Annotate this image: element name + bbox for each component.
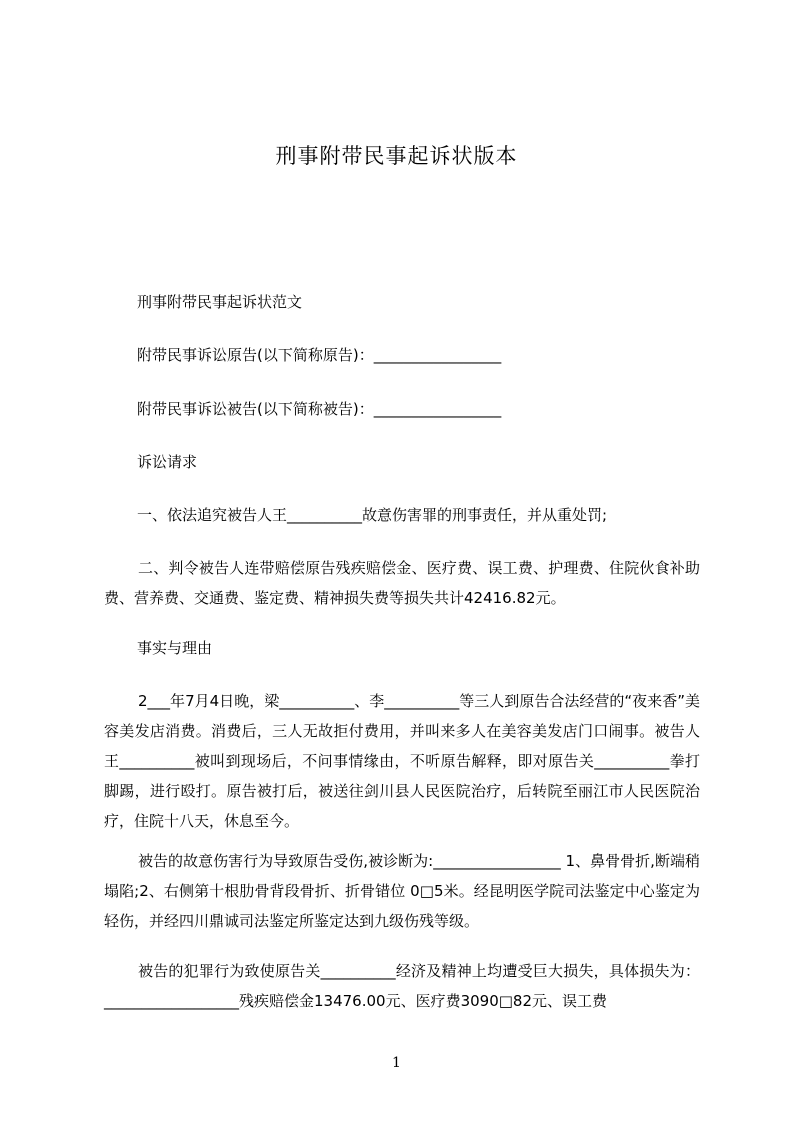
facts-paragraph-1: 2___年7月4日晚，梁__________、李__________等三人到原告合法经营的“夜来香”美容美发店消费。消费后，三人无故拒付费用，并叫来多人在美容美发店门口闹事。被告人王__________被叫到现场后，不问事情缘由，不听原告解释，即对原告关__________拳打脚踢，进行殴打。原告被打后，被送往剑川县人民医院治疗，后转院至丽江市人民医院治疗，住院十八天，休息至今。 (104, 692, 700, 830)
claim-2: 二、判令被告人连带赔偿原告残疾赔偿金、医疗费、误工费、护理费、住院伙食补助费、营养费、交通费、鉴定费、精神损失费等损失共计42416.82元。 (104, 559, 700, 607)
defendant-line: 附带民事诉讼被告(以下简称被告)：_________________ (137, 400, 502, 418)
document-title: 刑事附带民事起诉状版本 (275, 144, 518, 168)
facts-heading: 事实与理由 (137, 639, 213, 657)
page-number: 1 (392, 1055, 401, 1071)
claim-1: 一、依法追究被告人王__________故意伤害罪的刑事责任，并从重处罚; (137, 506, 608, 524)
plaintiff-line: 附带民事诉讼原告(以下简称原告)：_________________ (137, 346, 502, 364)
subtitle: 刑事附带民事起诉状范文 (137, 293, 303, 311)
facts-paragraph-2: 被告的故意伤害行为导致原告受伤,被诊断为:_________________ 1、鼻骨骨折,断端稍塌陷;2、右侧第十根肋骨背段骨折、折骨错位 0□5米。经昆明医学院司法鉴定中心鉴定为轻伤，并经四川鼎诚司法鉴定所鉴定达到九级伤残等级。 (104, 852, 700, 930)
facts-paragraph-3: 被告的犯罪行为致使原告关__________经济及精神上均遭受巨大损失，具体损失为：__________________残疾赔偿金13476.00元、医疗费3090□82元、误工费 (104, 962, 700, 1010)
claims-heading: 诉讼请求 (137, 453, 198, 471)
